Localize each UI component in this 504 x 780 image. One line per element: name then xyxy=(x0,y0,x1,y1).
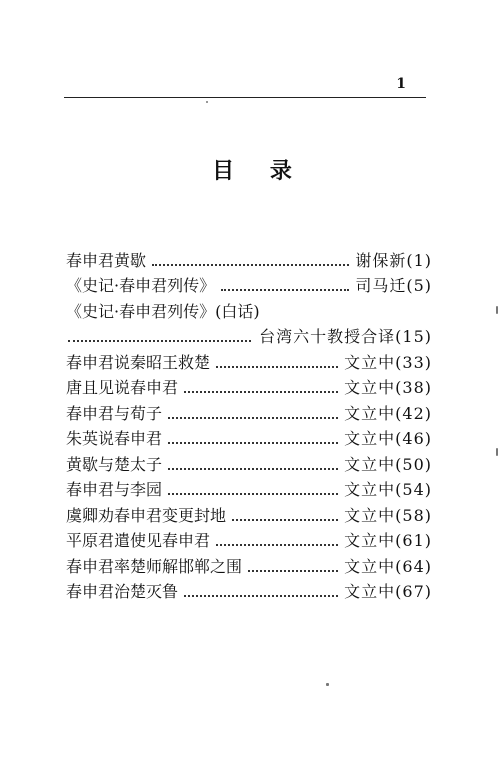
toc-entry-author-page: 文立中(50) xyxy=(344,454,432,474)
toc-entry xyxy=(66,501,432,527)
toc-entry xyxy=(66,527,432,553)
leader-dots xyxy=(168,493,338,495)
leader-dots xyxy=(168,442,338,444)
scan-speck xyxy=(206,101,208,103)
toc-entry-title: 平原君遣使见春申君 xyxy=(66,531,211,550)
toc-entry-title: 春申君与荀子 xyxy=(66,403,163,423)
toc-entry xyxy=(66,425,432,451)
toc-entry-title: 黄歇与楚太子 xyxy=(66,454,163,474)
leader-dots xyxy=(216,544,338,546)
leader-dots xyxy=(184,595,338,597)
toc-entry-author-page: 文立中(46) xyxy=(344,429,432,448)
leader-dots xyxy=(168,468,338,470)
toc-entry xyxy=(66,272,432,298)
leader-dots xyxy=(216,366,338,368)
toc-entry-continuation xyxy=(66,323,432,349)
toc-entry xyxy=(66,297,432,323)
toc-entry xyxy=(66,374,432,400)
toc-entry-author-page: 文立中(61) xyxy=(344,531,432,550)
header-rule xyxy=(64,97,426,98)
leader-dots xyxy=(152,264,349,266)
scan-speck xyxy=(326,683,329,686)
toc-entry-title: 春申君说秦昭王救楚 xyxy=(66,352,211,372)
toc-title: 目 录 xyxy=(212,159,306,184)
toc-entry-title: 虞卿劝春申君变更封地 xyxy=(66,505,227,525)
toc-entry-author-page: 文立中(33) xyxy=(344,352,432,372)
leader-dots xyxy=(232,519,338,521)
leader-dots xyxy=(221,289,349,291)
toc-entry xyxy=(66,399,432,425)
page-number: 1 xyxy=(396,76,406,92)
scan-speck xyxy=(496,448,498,456)
toc-entry xyxy=(66,450,432,476)
toc-entry-author-page: 文立中(54) xyxy=(344,480,432,499)
toc-entry-title: 春申君治楚灭鲁 xyxy=(66,582,179,601)
toc-entry xyxy=(66,476,432,502)
toc-entry xyxy=(66,348,432,374)
table-of-contents xyxy=(66,246,432,603)
toc-entry xyxy=(66,246,432,272)
leader-dots xyxy=(168,417,338,419)
toc-entry-author-page: 文立中(42) xyxy=(344,403,432,423)
toc-entry xyxy=(66,578,432,604)
scan-speck xyxy=(496,306,498,314)
leader-dots xyxy=(248,570,338,572)
toc-entry-author-page: 文立中(38) xyxy=(344,378,432,397)
toc-entry-author-page: 司马迁(5) xyxy=(355,276,432,295)
toc-entry-title: 唐且见说春申君 xyxy=(66,378,179,397)
toc-entry xyxy=(66,552,432,578)
toc-entry-author-page: 文立中(67) xyxy=(344,582,432,601)
toc-entry-title: 《史记·春申君列传》 xyxy=(66,276,216,295)
toc-entry-title: 春申君率楚师解邯郸之围 xyxy=(66,556,243,576)
toc-entry-author-page: 文立中(58) xyxy=(344,505,432,525)
toc-entry-author-page: 文立中(64) xyxy=(344,556,432,576)
toc-entry-author-page: 台湾六十教授合译(15) xyxy=(259,327,432,346)
toc-entry-title: 朱英说春申君 xyxy=(66,429,163,448)
toc-entry-author-page: 谢保新(1) xyxy=(355,250,432,270)
toc-entry-title: 春申君与李园 xyxy=(66,480,163,499)
toc-entry-title: 春申君黄歇 xyxy=(66,250,147,270)
toc-entry-title: 《史记·春申君列传》(白话) xyxy=(66,301,260,321)
leader-dots xyxy=(184,391,338,393)
leader-dots xyxy=(68,340,251,342)
